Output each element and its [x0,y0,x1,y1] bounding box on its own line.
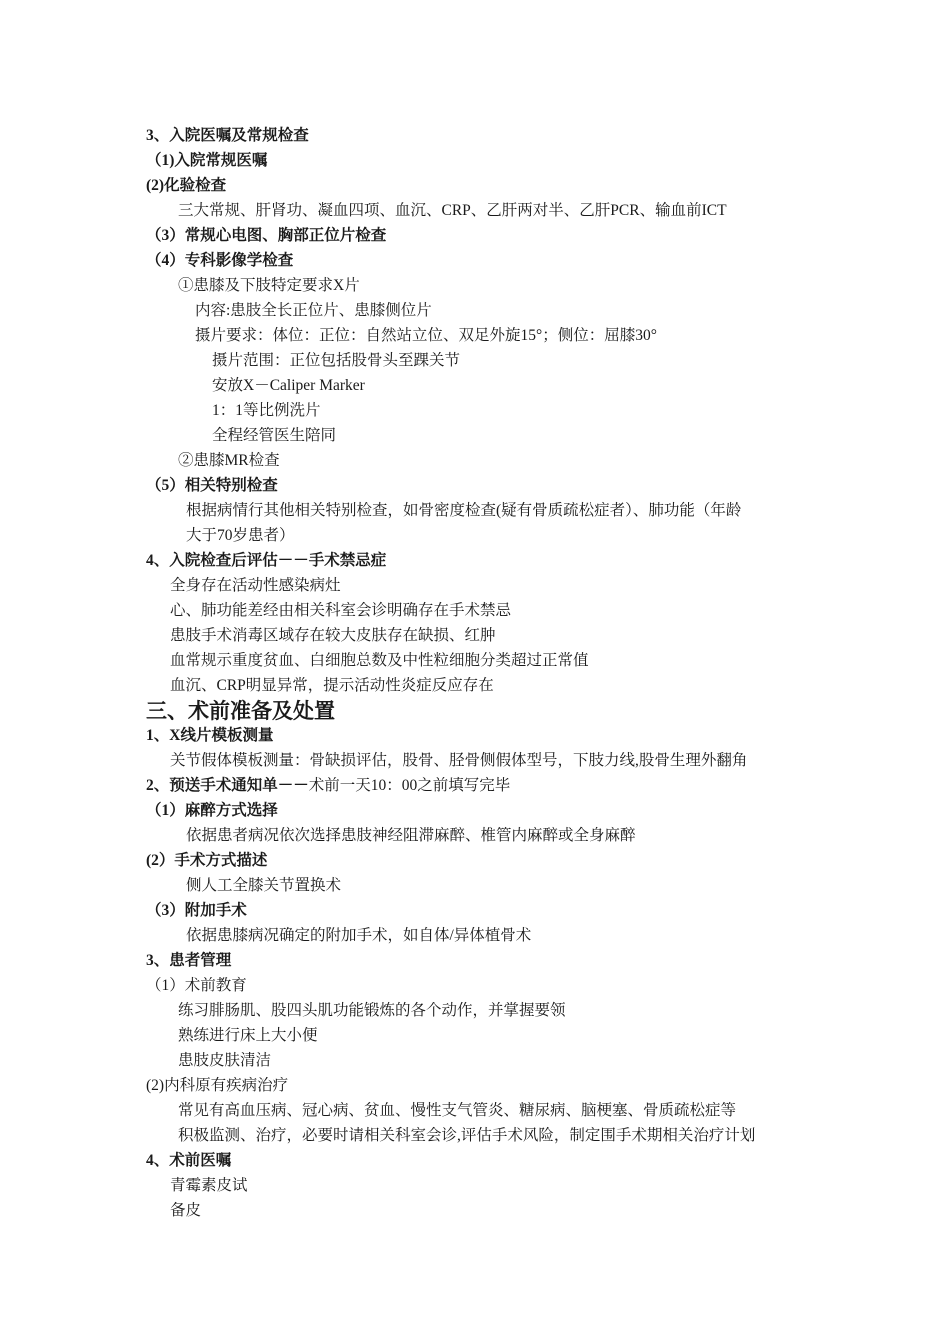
body-text: 侧人工全膝关节置换术 [186,877,342,894]
body-text: 大于70岁患者） [186,527,295,544]
body-text: 根据病情行其他相关特别检查，如骨密度检查(疑有骨质疏松症者）、肺功能（年龄 [186,502,742,519]
section-heading: 3、入院医嘱及常规检查 [146,127,309,144]
body-text: 安放X－Caliper Marker [212,377,365,394]
body-text: 全程经管医生陪同 [212,427,337,444]
subheading: （3）常规心电图、胸部正位片检查 [146,227,387,244]
subheading: （1）麻醉方式选择 [146,802,278,819]
section-heading: 1、X线片模板测量 [146,727,274,744]
list-item: 备皮 [170,1202,202,1219]
subheading: （5）相关特别检查 [146,477,278,494]
subheading: （1）术前教育 [146,977,247,994]
body-text: 1：1等比例洗片 [212,402,321,419]
body-text: 摄片范围：正位包括股骨头至踝关节 [212,352,461,369]
section-heading: 3、患者管理 [146,952,232,969]
body-text: 内容:患肢全长正位片、患膝侧位片 [195,302,432,319]
list-item: ②患膝MR检查 [178,452,280,469]
list-item: 熟练进行床上大小便 [178,1027,318,1044]
subheading: （3）附加手术 [146,902,247,919]
list-item: 全身存在活动性感染病灶 [170,577,341,594]
list-item: 患肢皮肤清洁 [178,1052,272,1069]
list-item: ①患膝及下肢特定要求X片 [178,277,360,294]
chapter-title: 三、术前准备及处置 [146,699,335,723]
list-item: 血常规示重度贫血、白细胞总数及中性粒细胞分类超过正常值 [170,652,589,669]
body-text: 三大常规、肝肾功、凝血四项、血沉、CRP、乙肝两对半、乙肝PCR、输血前ICT [178,202,727,219]
body-text: 摄片要求：体位：正位：自然站立位、双足外旋15°；侧位：屈膝30° [195,327,657,344]
list-item: 心、肺功能差经由相关科室会诊明确存在手术禁忌 [170,602,512,619]
list-item: 练习腓肠肌、股四头肌功能锻炼的各个动作，并掌握要领 [178,1002,566,1019]
subheading: （1)入院常规医嘱 [146,152,268,169]
section-heading: 4、入院检查后评估－－手术禁忌症 [146,552,387,569]
list-item: 患肢手术消毒区域存在较大皮肤存在缺损、红肿 [170,627,496,644]
section-heading-line [146,776,510,796]
subheading: (2)内科原有疾病治疗 [146,1077,289,1094]
section-heading: 4、术前医嘱 [146,1152,232,1169]
subheading: (2)化验检查 [146,177,227,194]
body-text: 关节假体模板测量：骨缺损评估，股骨、胫骨侧假体型号，下肢力线,股骨生理外翻角 [170,752,748,769]
body-text: 术前一天10：00之前填写完毕 [308,777,511,794]
list-item: 常见有高血压病、冠心病、贫血、慢性支气管炎、糖尿病、脑梗塞、骨质疏松症等 [178,1102,737,1119]
section-heading: 2、预送手术通知单－－ [146,777,309,794]
subheading: (2）手术方式描述 [146,852,268,869]
list-item: 积极监测、治疗，必要时请相关科室会诊,评估手术风险，制定围手术期相关治疗计划 [178,1127,756,1144]
subheading: （4）专科影像学检查 [146,252,294,269]
list-item: 血沉、CRP明显异常，提示活动性炎症反应存在 [170,677,494,694]
body-text: 依据患者病况依次选择患肢神经阻滞麻醉、椎管内麻醉或全身麻醉 [186,827,636,844]
body-text: 依据患膝病况确定的附加手术，如自体/异体植骨术 [186,927,532,944]
list-item: 青霉素皮试 [170,1177,248,1194]
